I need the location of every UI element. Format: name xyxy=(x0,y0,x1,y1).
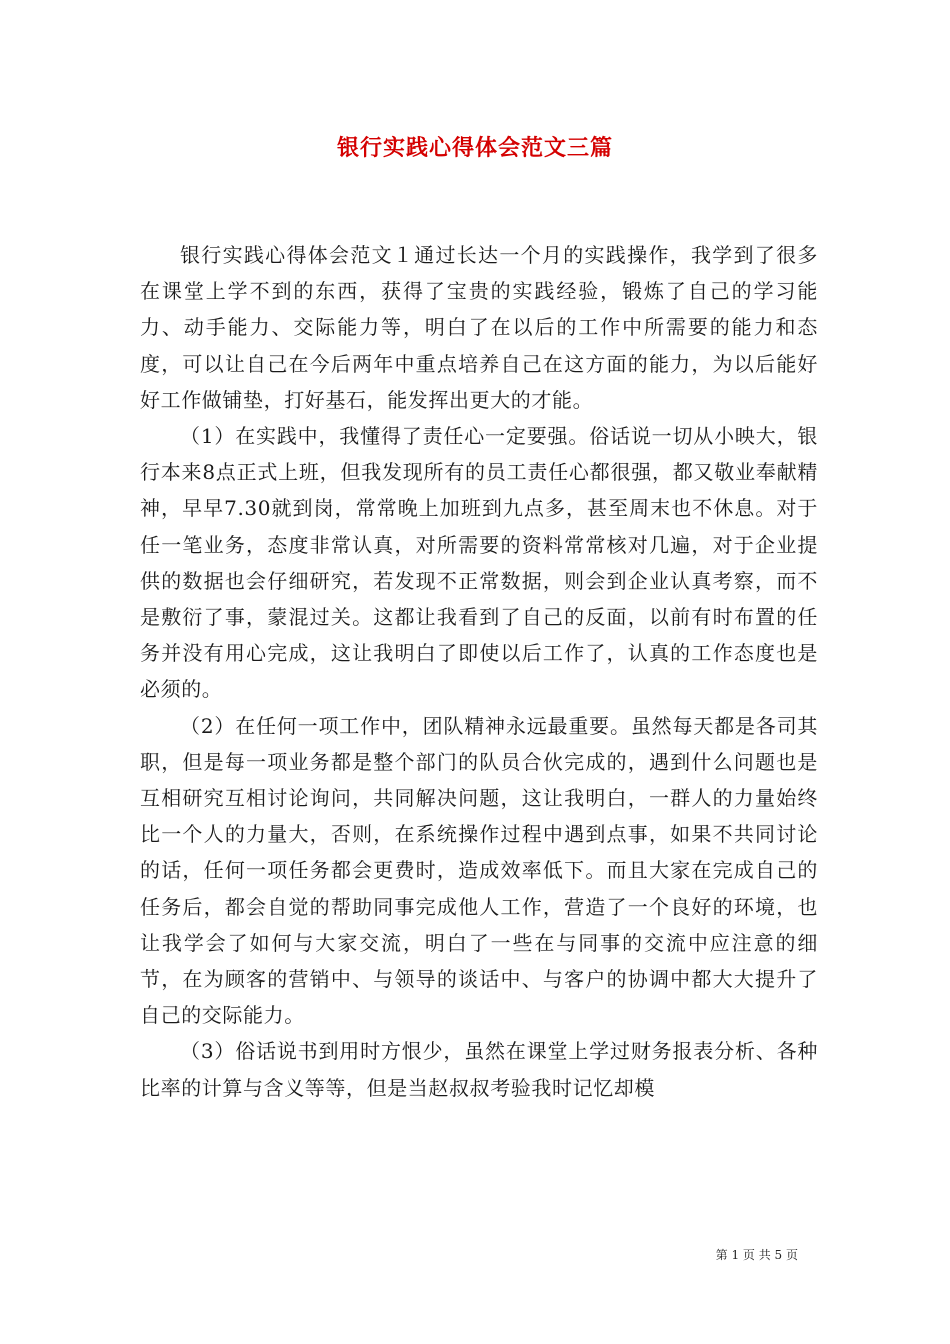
document-title: 银行实践心得体会范文三篇 xyxy=(336,135,613,161)
paragraph-point-3: （3）俗话说书到用时方恨少，虽然在课堂上学过财务报表分析、各种比率的计算与含义等等，但是当赵叔叔考验我时记忆却模 xyxy=(140,1039,818,1100)
document-body xyxy=(140,237,818,1106)
page-number-footer: 第 1 页 共 5 页 xyxy=(715,1248,798,1262)
paragraph-point-2: （2）在任何一项工作中，团队精神永远最重要。虽然每天都是各司其职，但是每一项业务都是整个部门的队员合伙完成的，遇到什么问题也是互相研究互相讨论询问，共同解决问题，这让我明白，一群人的力量始终比一个人的力量大，否则，在系统操作过程中遇到点事，如果不共同讨论的话，任何一项任务都会更费时，造成效率低下。而且大家在完成自己的任务后，都会自觉的帮助同事完成他人工作，营造了一个良好的环境，也让我学会了如何与大家交流，明白了一些在与同事的交流中应注意的细节，在为顾客的营销中、与领导的谈话中、与客户的协调中都大大提升了自己的交际能力。 xyxy=(140,713,818,1028)
paragraph-point-1: （1）在实践中，我懂得了责任心一定要强。俗话说一切从小映大，银行本来8点正式上班，但我发现所有的员工责任心都很强，都又敬业奉献精神，早早7.30就到岗，常常晚上加班到九点多，甚至周末也不休息。对于任一笔业务，态度非常认真，对所需要的资料常常核对几遍，对于企业提供的数据也会仔细研究，若发现不正常数据，则会到企业认真考察，而不是敷衍了事，蒙混过关。这都让我看到了自己的反面，以前有时布置的任务并没有用心完成，这让我明白了即使以后工作了，认真的工作态度也是必须的。 xyxy=(140,424,818,702)
paragraph-intro: 银行实践心得体会范文１通过长达一个月的实践操作，我学到了很多在课堂上学不到的东西，获得了宝贵的实践经验，锻炼了自己的学习能力、动手能力、交际能力等，明白了在以后的工作中所需要的能力和态度，可以让自己在今后两年中重点培养自己在这方面的能力，为以后能好好工作做铺垫，打好基石，能发挥出更大的才能。 xyxy=(140,243,818,412)
